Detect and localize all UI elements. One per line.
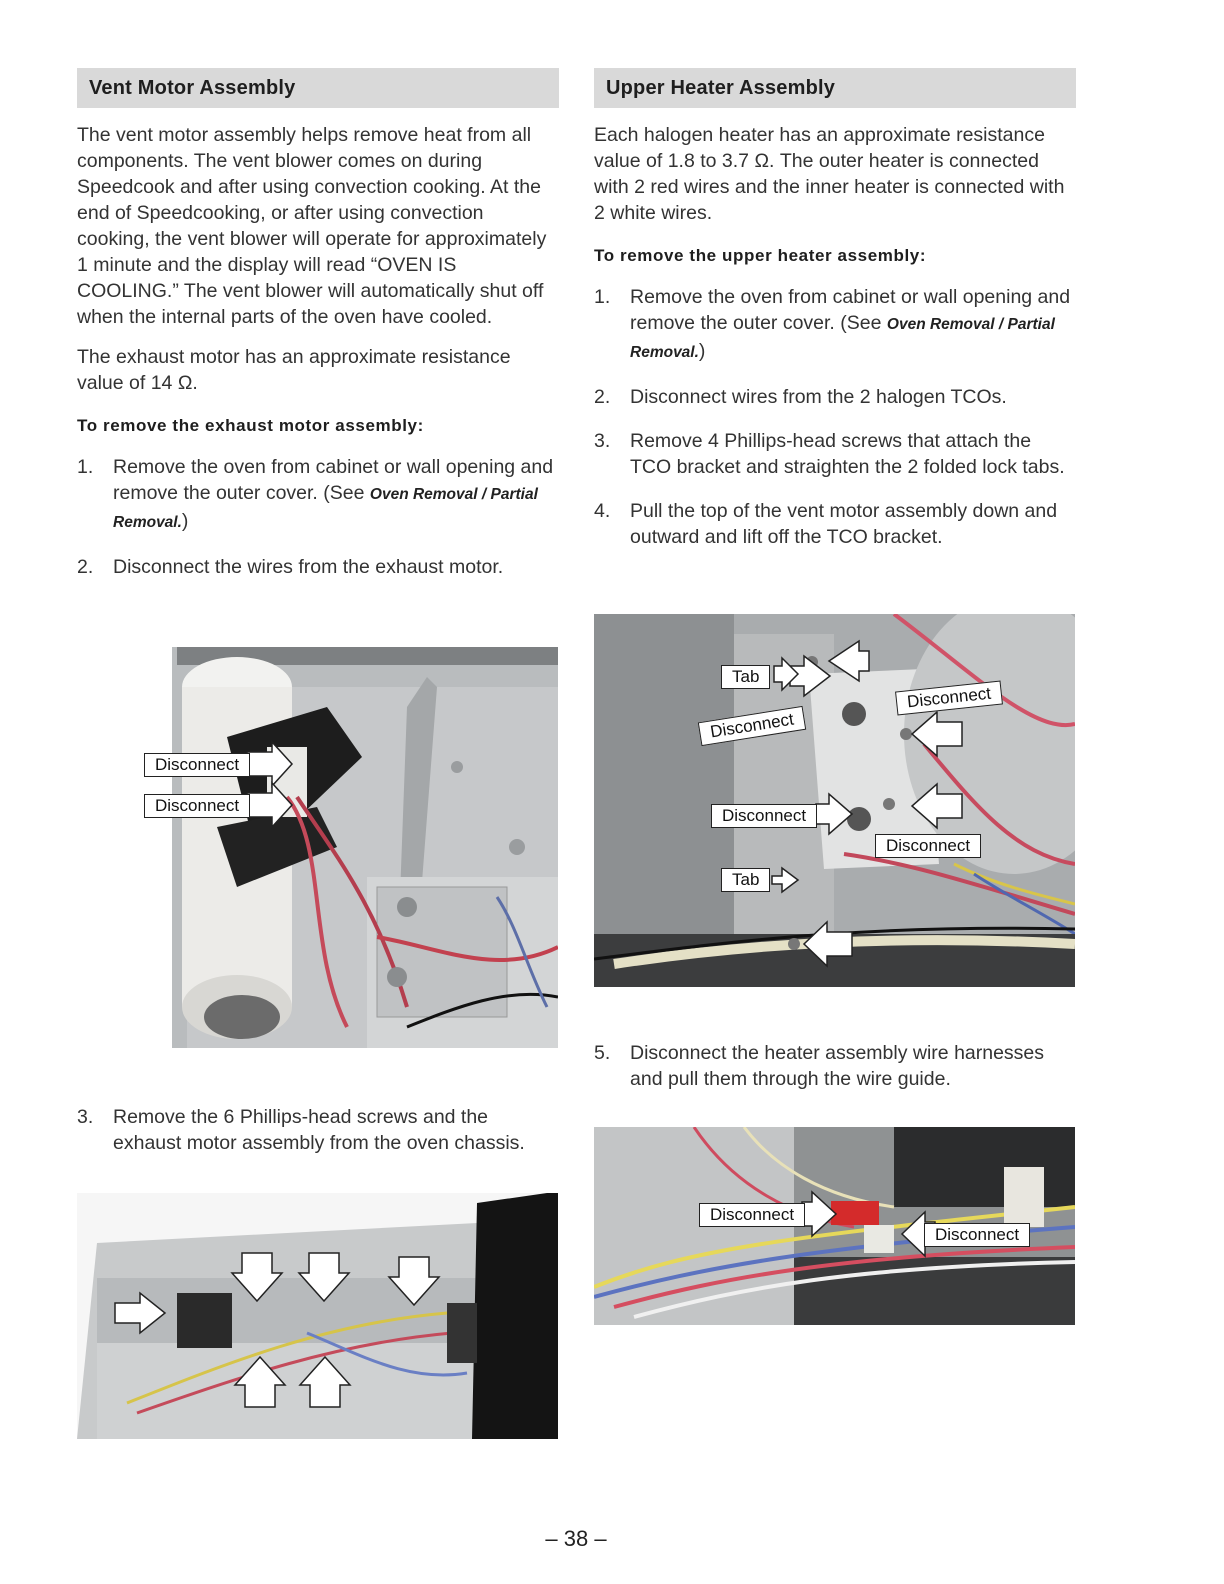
tab-callout: Tab	[721, 868, 770, 892]
left-step-3	[77, 1104, 559, 1156]
left-column-lower	[77, 1086, 559, 1156]
disconnect-callout: Disconnect	[698, 706, 807, 746]
cross-reference: Oven Removal / Partial Removal.	[630, 316, 1055, 361]
disconnect-callout: Disconnect	[711, 804, 817, 828]
page-number: – 38 –	[545, 1526, 607, 1551]
exhaust-removal-subhead: To remove the exhaust motor assembly:	[77, 416, 424, 435]
right-step-3	[594, 428, 1076, 480]
right-step-4	[594, 498, 1076, 550]
heater-removal-subhead: To remove the upper heater assembly:	[594, 246, 927, 265]
right-step-5	[594, 1040, 1076, 1092]
upper-heater-description: Each halogen heater has an approximate resistance value of 1.8 to 3.7 Ω. The outer heater is connected with 2 red wires and the inner heater is connected with 2 white wires.	[594, 124, 1065, 224]
step-number: 5.	[594, 1042, 611, 1064]
disconnect-callout: Disconnect	[875, 834, 981, 858]
tco-bracket-illustration	[594, 614, 1075, 987]
left-step-2	[77, 554, 559, 580]
step-text: Disconnect wires from the 2 halogen TCOs.	[630, 386, 1007, 408]
left-step-1	[77, 454, 559, 536]
step-text: Remove the oven from cabinet or wall opening and remove the outer cover. (See Oven Removal / Partial Removal.)	[630, 286, 1071, 362]
step-text: Remove 4 Phillips-head screws that attach the TCO bracket and straighten the 2 folded lock tabs.	[630, 430, 1065, 478]
step-text: Remove the 6 Phillips-head screws and the exhaust motor assembly from the oven chassis.	[113, 1106, 525, 1154]
disconnect-callout: Disconnect	[699, 1203, 805, 1227]
vent-motor-description: The vent motor assembly helps remove heat from all components. The vent blower comes on during Speedcook and after using convection cooking. At the end of Speedcooking, or after using convection cooking, the vent blower will operate for approximately 1 minute and the display will read “OVEN IS COOLING.” The vent blower will automatically shut off when the internal parts of the oven have cooled.	[77, 124, 547, 328]
chassis-screws-photo	[77, 1193, 558, 1439]
right-column	[594, 68, 1076, 550]
step-number: 2.	[594, 386, 611, 408]
tco-bracket-photo	[594, 614, 1075, 987]
right-step-2	[594, 384, 1076, 410]
step-number: 1.	[594, 286, 611, 308]
disconnect-callout: Disconnect	[144, 794, 250, 818]
left-column	[77, 68, 559, 580]
cross-reference: Oven Removal / Partial Removal.	[113, 486, 538, 531]
right-step-1	[594, 284, 1076, 366]
right-column-lower	[594, 1022, 1076, 1092]
tab-callout: Tab	[721, 665, 770, 689]
step-text: Disconnect the heater assembly wire harnesses and pull them through the wire guide.	[630, 1042, 1045, 1090]
disconnect-callout: Disconnect	[924, 1223, 1030, 1247]
exhaust-motor-photo	[77, 647, 558, 1048]
upper-heater-heading: Upper Heater Assembly	[594, 68, 1076, 108]
step-text: Remove the oven from cabinet or wall opening and remove the outer cover. (See Oven Removal / Partial Removal.)	[113, 456, 554, 532]
wire-harness-photo	[594, 1127, 1075, 1325]
exhaust-resistance-text: The exhaust motor has an approximate resistance value of 14 Ω.	[77, 346, 511, 394]
step-number: 3.	[594, 430, 611, 452]
step-text: Disconnect the wires from the exhaust motor.	[113, 556, 504, 578]
vent-motor-heading: Vent Motor Assembly	[77, 68, 559, 108]
step-number: 4.	[594, 500, 611, 522]
disconnect-callout: Disconnect	[895, 681, 1003, 716]
step-number: 3.	[77, 1106, 94, 1128]
exhaust-motor-illustration	[77, 647, 558, 1048]
step-number: 1.	[77, 456, 94, 478]
chassis-screws-illustration	[77, 1193, 558, 1439]
step-text: Pull the top of the vent motor assembly down and outward and lift off the TCO bracket.	[630, 500, 1058, 548]
step-number: 2.	[77, 556, 94, 578]
disconnect-callout: Disconnect	[144, 753, 250, 777]
